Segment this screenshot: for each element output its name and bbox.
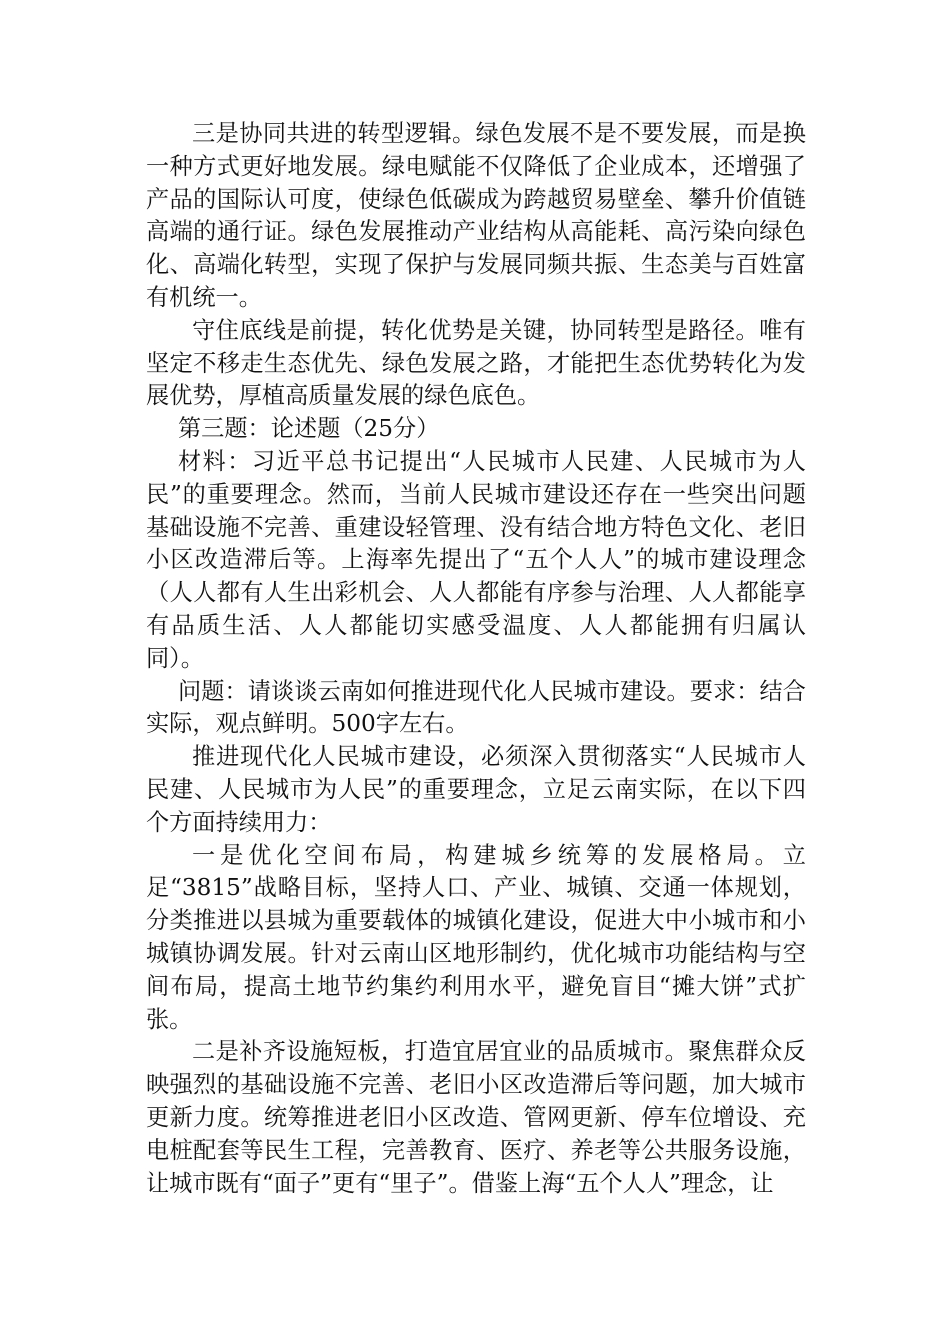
answer-point-one: 一是优化空间布局，构建城乡统筹的发展格局。立足“3815”战略目标，坚持人口、产业、城镇、交通一体规划，分类推进以县城为重要载体的城镇化建设，促进大中小城市和小城镇协调发展。针对云南山区地形制约，优化城市功能结构与空间布局，提高土地节约集约利用水平，避免盲目“摊大饼”式扩张。 <box>146 841 806 1033</box>
paragraph-conclusion: 守住底线是前提，转化优势是关键，协同转型是路径。唯有坚定不移走生态优先、绿色发展之路，才能把生态优势转化为发展优势，厚植高质量发展的绿色底色。 <box>146 316 806 410</box>
answer-intro-paragraph: 推进现代化人民城市建设，必须深入贯彻落实“人民城市人民建、人民城市为人民”的重要理念，立足云南实际，在以下四个方面持续用力： <box>146 743 806 836</box>
material-paragraph: 材料：习近平总书记提出“人民城市人民建、人民城市为人民”的重要理念。然而，当前人民城市建设还存在一些突出问题基础设施不完善、重建设轻管理、没有结合地方特色文化、老旧小区改造滞后等。上海率先提出了“五个人人”的城市建设理念（人人都有人生出彩机会、人人都能有序参与治理、人人都能享有品质生活、人人都能切实感受温度、人人都能拥有归属认同）。 <box>146 447 806 672</box>
question-three-heading: 第三题：论述题（25分） <box>178 415 440 443</box>
paragraph-transformation-logic: 三是协同共进的转型逻辑。绿色发展不是不要发展，而是换一种方式更好地发展。绿电赋能不仅降低了企业成本，还增强了产品的国际认可度，使绿色低碳成为跨越贸易壁垒、攀升价值链高端的通行证。绿色发展推动产业结构从高能耗、高污染向绿色化、高端化转型，实现了保护与发展同频共振、生态美与百姓富有机统一。 <box>146 120 806 311</box>
answer-point-two: 二是补齐设施短板，打造宜居宜业的品质城市。聚焦群众反映强烈的基础设施不完善、老旧小区改造滞后等问题，加大城市更新力度。统筹推进老旧小区改造、管网更新、停车位增设、充电桩配套等民生工程，完善教育、医疗、养老等公共服务设施，让城市既有“面子”更有“里子”。借鉴上海“五个人人”理念，让 <box>146 1038 806 1197</box>
document-body <box>146 118 806 1200</box>
question-paragraph: 问题：请谈谈云南如何推进现代化人民城市建设。要求：结合实际，观点鲜明。500字左右。 <box>146 677 806 738</box>
